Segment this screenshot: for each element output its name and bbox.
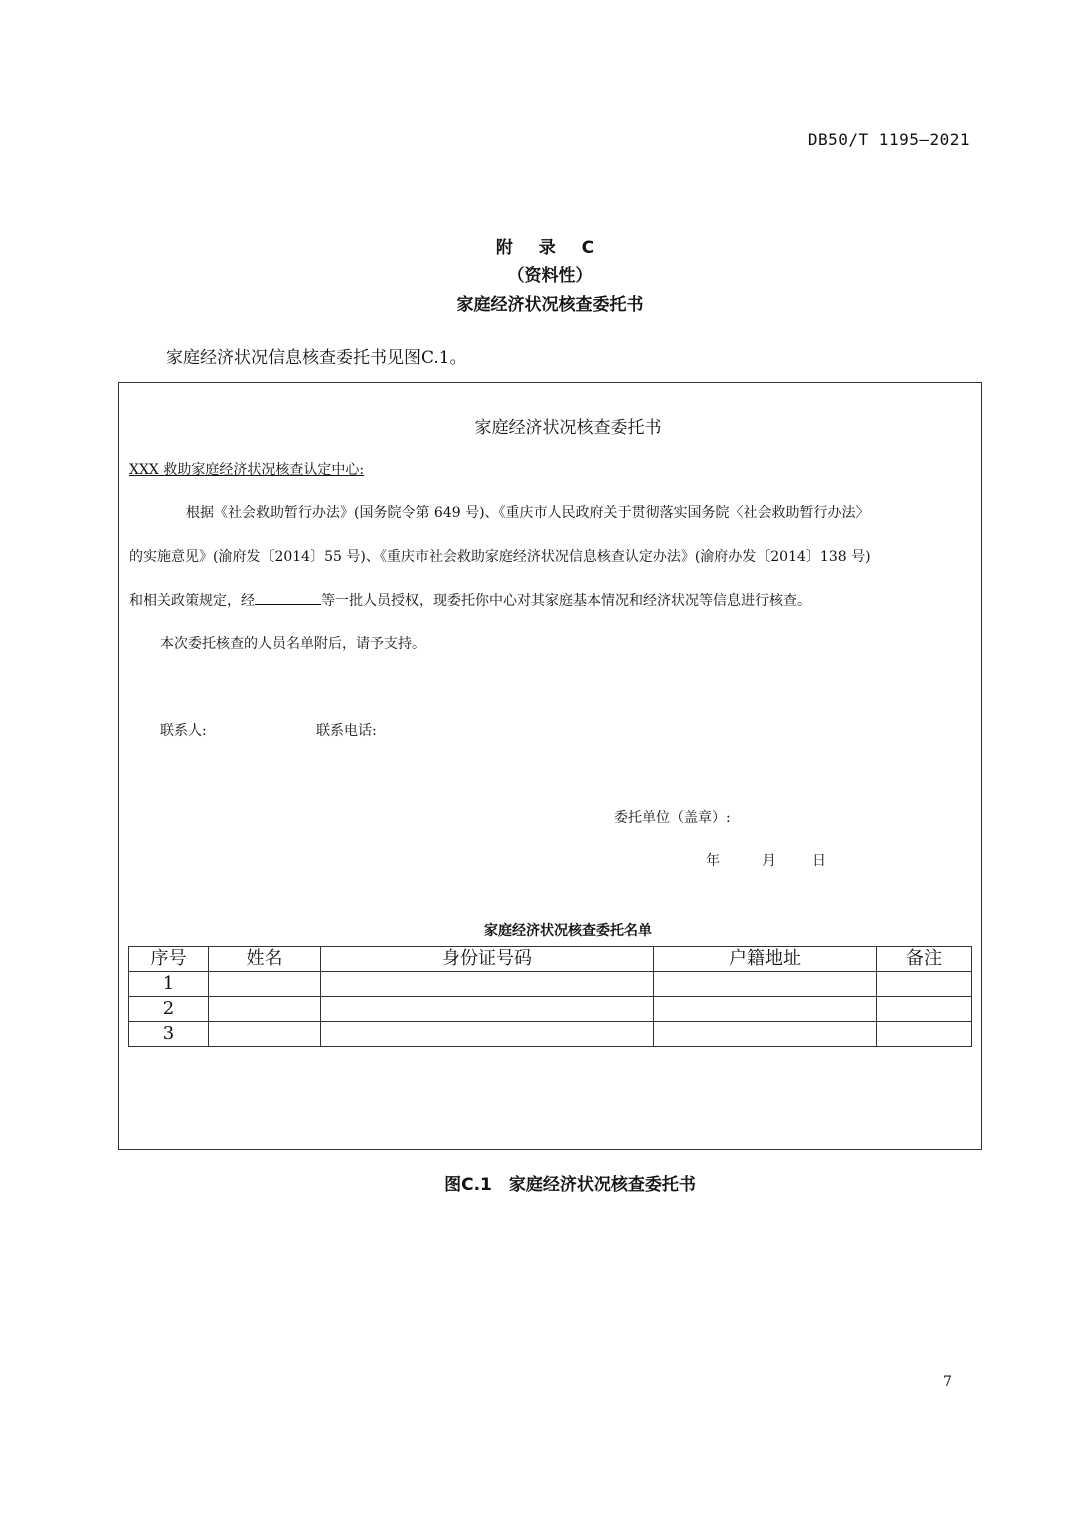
line3-after-blank: 等一批人员授权，现委托你中心对其家庭基本情况和经济状况等信息进行核查。 <box>321 593 811 609</box>
row-remarks-cell <box>877 1022 972 1047</box>
row-id-cell <box>321 972 654 997</box>
row-name-cell <box>209 1022 321 1047</box>
letter-body-line-1: 根据《社会救助暂行办法》(国务院令第 649 号)、《重庆市人民政府关于贯彻落实国务院〈社会救助暂行办法〉 <box>186 505 870 521</box>
header-index: 序号 <box>129 947 209 972</box>
appendix-type: （资料性） <box>507 266 593 286</box>
row-index: 2 <box>129 997 209 1022</box>
row-address-cell <box>654 972 877 997</box>
row-name-cell <box>209 972 321 997</box>
appendix-title: 附 录 C <box>495 238 605 258</box>
row-remarks-cell <box>877 972 972 997</box>
authorizer-blank <box>255 590 321 605</box>
seal-label: 委托单位（盖章）: <box>614 810 731 826</box>
header-remarks: 备注 <box>877 947 972 972</box>
document-code: DB50/T 1195—2021 <box>807 130 970 149</box>
table-row <box>129 972 972 997</box>
header-address: 户籍地址 <box>654 947 877 972</box>
roster-title: 家庭经济状况核查委托名单 <box>484 923 652 939</box>
row-index: 3 <box>129 1022 209 1047</box>
date-line <box>706 850 826 870</box>
date-day: 日 <box>812 853 826 869</box>
contact-phone-label: 联系电话: <box>316 723 377 739</box>
row-id-cell <box>321 997 654 1022</box>
table-row <box>129 997 972 1022</box>
line3-before-blank: 和相关政策规定，经 <box>129 593 255 609</box>
intro-paragraph: 家庭经济状况信息核查委托书见图C.1。 <box>166 348 467 368</box>
header-name: 姓名 <box>209 947 321 972</box>
figure-caption: 图C.1 家庭经济状况核查委托书 <box>444 1175 696 1195</box>
date-month: 月 <box>762 853 776 869</box>
row-remarks-cell <box>877 997 972 1022</box>
letter-addressee: XXX 救助家庭经济状况核查认定中心: <box>129 462 365 478</box>
roster-header-row <box>129 947 972 972</box>
contact-person-label: 联系人: <box>160 723 207 739</box>
letter-body-line-4: 本次委托核查的人员名单附后，请予支持。 <box>160 636 426 652</box>
row-name-cell <box>209 997 321 1022</box>
roster-table <box>128 946 972 1047</box>
row-address-cell <box>654 1022 877 1047</box>
row-id-cell <box>321 1022 654 1047</box>
row-index: 1 <box>129 972 209 997</box>
letter-title: 家庭经济状况核查委托书 <box>474 418 662 438</box>
row-address-cell <box>654 997 877 1022</box>
letter-body-line-2: 的实施意见》(渝府发〔2014〕55 号)、《重庆市社会救助家庭经济状况信息核查认定办法》(渝府办发〔2014〕138 号) <box>129 549 871 565</box>
table-row <box>129 1022 972 1047</box>
appendix-name: 家庭经济状况核查委托书 <box>456 295 644 315</box>
date-year: 年 <box>706 853 720 869</box>
letter-body-line-3 <box>129 590 811 610</box>
page-number: 7 <box>943 1374 952 1390</box>
header-id-number: 身份证号码 <box>321 947 654 972</box>
